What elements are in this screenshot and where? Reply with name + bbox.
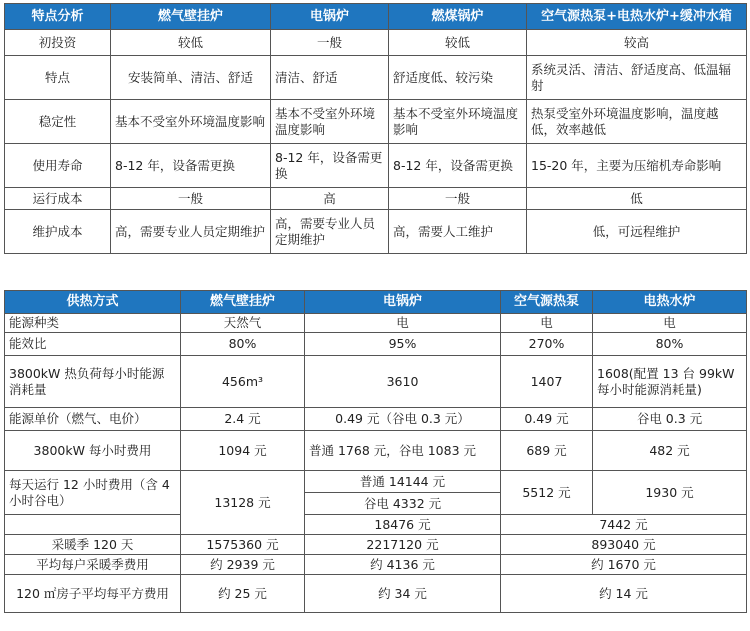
header-cell: 供热方式 bbox=[5, 291, 181, 314]
table-row bbox=[5, 30, 747, 56]
header-cell: 燃气壁挂炉 bbox=[111, 4, 271, 30]
row-label: 能源单价（燃气、电价） bbox=[5, 408, 181, 431]
table-row bbox=[5, 356, 747, 408]
row-label: 使用寿命 bbox=[5, 144, 111, 188]
table-row bbox=[5, 431, 747, 471]
table-cell: 舒适度低、较污染 bbox=[389, 56, 527, 100]
table-cell: 高，需要人工维护 bbox=[389, 210, 527, 254]
table-cell: 谷电 4332 元 bbox=[305, 493, 501, 515]
table-cell: 8-12 年，设备需更换 bbox=[271, 144, 389, 188]
header-cell: 特点分析 bbox=[5, 4, 111, 30]
table-cell: 1930 元 bbox=[593, 471, 747, 515]
table-cell: 2.4 元 bbox=[181, 408, 305, 431]
table-cell: 基本不受室外环境温度影响 bbox=[389, 100, 527, 144]
header-cell: 燃煤锅炉 bbox=[389, 4, 527, 30]
row-label: 特点 bbox=[5, 56, 111, 100]
table-cell: 0.49 元 bbox=[501, 408, 593, 431]
table-cell: 系统灵活、清洁、舒适度高、低温辐射 bbox=[527, 56, 747, 100]
table-row bbox=[5, 555, 747, 575]
header-cell: 电锅炉 bbox=[271, 4, 389, 30]
table-cell: 基本不受室外环境温度影响 bbox=[271, 100, 389, 144]
table-cell: 5512 元 bbox=[501, 471, 593, 515]
table-cell: 15-20 年，主要为压缩机寿命影响 bbox=[527, 144, 747, 188]
table-header-row bbox=[5, 291, 747, 314]
row-label: 能效比 bbox=[5, 333, 181, 356]
table-cell: 456m³ bbox=[181, 356, 305, 408]
row-label: 平均每户采暖季费用 bbox=[5, 555, 181, 575]
table-cell: 80% bbox=[181, 333, 305, 356]
header-cell: 电锅炉 bbox=[305, 291, 501, 314]
table-row bbox=[5, 314, 747, 333]
table-cell: 2217120 元 bbox=[305, 535, 501, 555]
table-cell: 约 14 元 bbox=[501, 575, 747, 613]
table-row bbox=[5, 515, 747, 535]
table-cell: 高，需要专业人员定期维护 bbox=[111, 210, 271, 254]
table-cell: 基本不受室外环境温度影响 bbox=[111, 100, 271, 144]
table-cell: 约 4136 元 bbox=[305, 555, 501, 575]
table-cell: 电 bbox=[501, 314, 593, 333]
row-label: 采暖季 120 天 bbox=[5, 535, 181, 555]
table-row bbox=[5, 471, 747, 493]
empty-cell bbox=[5, 515, 181, 535]
table-cell: 低，可远程维护 bbox=[527, 210, 747, 254]
row-label: 120 ㎡房子平均每平方费用 bbox=[5, 575, 181, 613]
table-cell: 约 2939 元 bbox=[181, 555, 305, 575]
table-row bbox=[5, 575, 747, 613]
table-cell: 电 bbox=[593, 314, 747, 333]
row-label: 运行成本 bbox=[5, 188, 111, 210]
header-cell: 燃气壁挂炉 bbox=[181, 291, 305, 314]
table-cell: 较低 bbox=[389, 30, 527, 56]
table-cell: 1575360 元 bbox=[181, 535, 305, 555]
header-cell: 电热水炉 bbox=[593, 291, 747, 314]
table-cell: 谷电 0.3 元 bbox=[593, 408, 747, 431]
table-cell: 天然气 bbox=[181, 314, 305, 333]
table-row bbox=[5, 100, 747, 144]
row-label: 能源种类 bbox=[5, 314, 181, 333]
table-cell: 689 元 bbox=[501, 431, 593, 471]
row-label: 3800kW 热负荷每小时能源消耗量 bbox=[5, 356, 181, 408]
table-cell: 8-12 年，设备需更换 bbox=[389, 144, 527, 188]
heating-comparison-table bbox=[4, 3, 747, 254]
header-cell: 空气源热泵 bbox=[501, 291, 593, 314]
table-cell: 270% bbox=[501, 333, 593, 356]
header-cell: 空气源热泵+电热水炉+缓冲水箱 bbox=[527, 4, 747, 30]
table-header-row bbox=[5, 4, 747, 30]
table-cell: 80% bbox=[593, 333, 747, 356]
table-row bbox=[5, 408, 747, 431]
table-cell: 普通 14144 元 bbox=[305, 471, 501, 493]
table-cell: 高 bbox=[271, 188, 389, 210]
table-cell: 约 1670 元 bbox=[501, 555, 747, 575]
row-label: 3800kW 每小时费用 bbox=[5, 431, 181, 471]
heating-cost-table bbox=[4, 290, 747, 613]
table-cell: 1407 bbox=[501, 356, 593, 408]
row-label: 初投资 bbox=[5, 30, 111, 56]
table-cell: 18476 元 bbox=[305, 515, 501, 535]
table-cell: 1608(配置 13 台 99kW 每小时能源消耗量) bbox=[593, 356, 747, 408]
table-cell: 893040 元 bbox=[501, 535, 747, 555]
table-cell: 7442 元 bbox=[501, 515, 747, 535]
table-cell: 一般 bbox=[389, 188, 527, 210]
table-cell: 安装简单、清洁、舒适 bbox=[111, 56, 271, 100]
table-cell: 约 25 元 bbox=[181, 575, 305, 613]
table-cell: 较低 bbox=[111, 30, 271, 56]
table-cell: 13128 元 bbox=[181, 471, 305, 535]
table-cell: 482 元 bbox=[593, 431, 747, 471]
table-cell: 清洁、舒适 bbox=[271, 56, 389, 100]
table-cell: 1094 元 bbox=[181, 431, 305, 471]
row-label: 维护成本 bbox=[5, 210, 111, 254]
table-cell: 8-12 年，设备需更换 bbox=[111, 144, 271, 188]
table-cell: 0.49 元（谷电 0.3 元） bbox=[305, 408, 501, 431]
table-cell: 一般 bbox=[111, 188, 271, 210]
table-cell: 热泵受室外环境温度影响，温度越低，效率越低 bbox=[527, 100, 747, 144]
table-row bbox=[5, 56, 747, 100]
table-cell: 一般 bbox=[271, 30, 389, 56]
table-row bbox=[5, 144, 747, 188]
table-row bbox=[5, 333, 747, 356]
table-row bbox=[5, 535, 747, 555]
table-cell: 普通 1768 元，谷电 1083 元 bbox=[305, 431, 501, 471]
row-label: 每天运行 12 小时费用（含 4 小时谷电） bbox=[5, 471, 181, 515]
table-cell: 3610 bbox=[305, 356, 501, 408]
table-row bbox=[5, 210, 747, 254]
table-cell: 较高 bbox=[527, 30, 747, 56]
table-cell: 约 34 元 bbox=[305, 575, 501, 613]
table-cell: 电 bbox=[305, 314, 501, 333]
table-cell: 高，需要专业人员定期维护 bbox=[271, 210, 389, 254]
table-cell: 低 bbox=[527, 188, 747, 210]
table-row bbox=[5, 188, 747, 210]
row-label: 稳定性 bbox=[5, 100, 111, 144]
table-cell: 95% bbox=[305, 333, 501, 356]
